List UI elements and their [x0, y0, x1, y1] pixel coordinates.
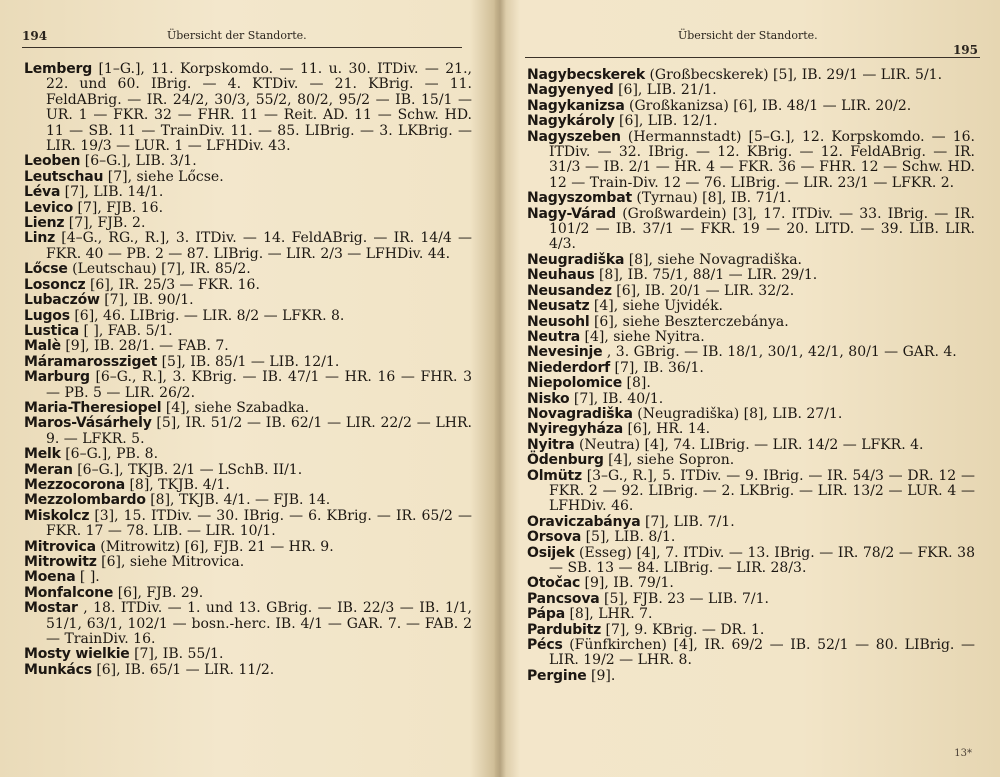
index-entry	[24, 663, 472, 678]
index-entry	[24, 216, 472, 231]
entry-text: [5], FJB. 23 — LIB. 7/1.	[603, 590, 769, 607]
entry-lemma: Nagykanizsa	[527, 97, 625, 114]
index-entry	[527, 607, 975, 622]
entry-lemma: Leoben	[24, 153, 81, 170]
entry-lemma: Levico	[24, 199, 74, 216]
entry-lemma: Neuhaus	[527, 267, 595, 284]
entry-text: [3], 15. ITDiv. — 30. IBrig. — 6. KBrig. — IR. 65/2 — FKR. 17 — 78. LIB. — LIR. 10/1.	[46, 507, 472, 540]
entry-text: [7], LIB. 14/1.	[64, 184, 164, 201]
entry-lemma: Mezzolombardo	[24, 492, 146, 509]
entry-text: [6], LIB. 12/1.	[618, 113, 718, 130]
entry-text: (Fünfkirchen) [4], IR. 69/2 — IB. 52/1 — 80. LIBrig. — LIR. 19/2 — LHR. 8.	[549, 637, 976, 669]
entry-lemma: Ödenburg	[527, 452, 604, 469]
index-entry	[24, 324, 472, 339]
entry-text: [ ], FAB. 5/1.	[83, 322, 173, 339]
entry-lemma: Lustica	[24, 322, 80, 339]
entry-text: , 18. ITDiv. — 1. und 13. GBrig. — IB. 22/3 — IB. 1/1, 51/1, 63/1, 102/1 — bosn.-herc. IB. 4/1 — GAR. 7. — FAB. 2 — TrainDiv. 16.	[46, 600, 473, 648]
entry-text: (Großkanizsa) [6], IB. 48/1 — LIR. 20/2.	[629, 97, 912, 114]
entry-lemma: Marburg	[24, 369, 90, 386]
entry-text: (Neugradiška) [8], LIB. 27/1.	[637, 405, 843, 422]
entry-lemma: Osijek	[527, 544, 575, 561]
right-page-title: Übersicht der Standorte.	[678, 29, 818, 42]
entry-text: (Großwardein) [3], 17. ITDiv. — 33. IBrig. — IR. 101/2 — IB. 37/1 — FKR. 19 — 20. LITD. — 39. LIB. LIR. 4/3.	[549, 205, 975, 253]
entry-lemma: Lubaczów	[24, 292, 100, 309]
entry-lemma: Pancsova	[527, 590, 600, 607]
entry-text: [6–G., R.], 3. KBrig. — IB. 47/1 — HR. 16 — FHR. 3 — PB. 5 — LIR. 26/2.	[46, 369, 472, 401]
entry-lemma: Olmütz	[527, 467, 582, 484]
entry-text: (Esseg) [4], 7. ITDiv. — 13. IBrig. — IR. 78/2 — FKR. 38 — SB. 13 — 84. LIBrig. — LIR. 28/3.	[549, 544, 975, 576]
index-entry	[527, 392, 975, 407]
entry-lemma: Otočac	[527, 575, 581, 592]
index-entry	[527, 546, 975, 577]
entry-text: [9], IB. 28/1. — FAB. 7.	[65, 338, 229, 355]
index-entry	[24, 309, 472, 324]
entry-lemma: Nagyenyed	[527, 82, 614, 99]
entry-lemma: Neugradiška	[527, 251, 625, 268]
index-entry	[24, 154, 472, 169]
index-entry	[527, 623, 975, 638]
index-entry	[527, 330, 975, 345]
entry-lemma: Nagykároly	[527, 113, 615, 130]
entry-lemma: Novagradiška	[527, 405, 633, 422]
right-entry-list	[527, 68, 975, 684]
entry-text: [9].	[591, 667, 616, 684]
index-entry	[527, 515, 975, 530]
entry-lemma: Lugos	[24, 307, 70, 324]
signature-mark: 13*	[954, 748, 972, 759]
index-entry	[24, 401, 472, 416]
entry-lemma: Malè	[24, 338, 61, 355]
index-entry	[527, 592, 975, 607]
entry-text: [5], IR. 51/2 — IB. 62/1 — LIR. 22/2 — LHR. 9. — LFKR. 5.	[46, 415, 472, 447]
index-entry	[527, 669, 975, 684]
entry-text: [7], IB. 55/1.	[134, 646, 224, 663]
entry-lemma: Miskolcz	[24, 507, 90, 524]
entry-text: [9], IB. 79/1.	[584, 575, 674, 592]
entry-lemma: Neusatz	[527, 298, 590, 315]
entry-text: [8], LHR. 7.	[569, 606, 653, 623]
entry-lemma: Linz	[24, 230, 56, 247]
entry-text: , 3. GBrig. — IB. 18/1, 30/1, 42/1, 80/1 — GAR. 4.	[606, 344, 957, 361]
entry-lemma: Pardubitz	[527, 621, 602, 638]
entry-text: [4], siehe Ujvidék.	[593, 298, 723, 315]
entry-lemma: Neutra	[527, 328, 581, 345]
entry-lemma: Munkács	[24, 661, 92, 678]
index-entry	[24, 447, 472, 462]
index-entry	[24, 355, 472, 370]
entry-lemma: Mezzocorona	[24, 476, 125, 493]
index-entry	[24, 463, 472, 478]
entry-text: [4–G., RG., R.], 3. ITDiv. — 14. FeldABrig. — IR. 14/4 — FKR. 40 — PB. 2 — 87. LIBrig. — LIR. 2/3 — LFHDiv. 44.	[46, 230, 472, 262]
entry-text: [7], IB. 40/1.	[573, 390, 664, 407]
index-entry	[24, 278, 472, 293]
entry-text: [6–G.], PB. 8.	[65, 446, 159, 463]
left-entry-list	[24, 62, 472, 678]
index-entry	[527, 268, 975, 283]
index-entry	[527, 345, 975, 360]
index-entry	[24, 540, 472, 555]
entry-text: [8], TKJB. 4/1.	[129, 476, 230, 493]
entry-lemma: Niederdorf	[527, 359, 611, 376]
entry-lemma: Lőcse	[24, 261, 68, 278]
index-entry	[527, 407, 975, 422]
entry-text: [6], HR. 14.	[627, 421, 711, 438]
entry-lemma: Nevesinje	[527, 344, 603, 361]
index-entry	[24, 231, 472, 262]
index-entry	[24, 293, 472, 308]
index-entry	[24, 555, 472, 570]
entry-text: [6], 46. LIBrig. — LIR. 8/2 — LFKR. 8.	[74, 307, 345, 324]
entry-text: (Großbecskerek) [5], IB. 29/1 — LIR. 5/1.	[649, 67, 943, 83]
entry-text: [4], siehe Sopron.	[608, 452, 735, 469]
index-entry	[527, 638, 975, 669]
right-page-number: 195	[952, 43, 978, 57]
index-entry	[24, 601, 472, 647]
entry-text: [6], IR. 25/3 — FKR. 16.	[89, 276, 260, 293]
entry-text: [6], siehe Beszterczebánya.	[593, 313, 789, 330]
index-entry	[527, 68, 975, 83]
entry-text: [7], 9. KBrig. — DR. 1.	[605, 621, 765, 638]
entry-text: (Hermannstadt) [5–G.], 12. Korpskomdo. — 16. ITDiv. — 32. IBrig. — 12. KBrig. — 12. FeldABrig. — IR. 31/3 — IB. 2/1 — HR. 4 — FKR. 36 — FHR. 12 — Schw. HD. 12 — Train-Div. 12 — 76. LIBrig. — LIR. 23/1 — LFKR. 2.	[549, 128, 975, 191]
entry-text: [6], siehe Mitrovica.	[101, 554, 245, 570]
entry-text: [6–G.], LIB. 3/1.	[84, 153, 197, 170]
entry-text: [5], LIB. 8/1.	[585, 529, 676, 546]
entry-text: [4], siehe Nyitra.	[584, 328, 705, 345]
index-entry	[527, 438, 975, 453]
index-entry	[527, 83, 975, 98]
entry-lemma: Mitrowitz	[24, 554, 97, 570]
entry-lemma: Nisko	[527, 390, 570, 407]
index-entry	[24, 62, 472, 154]
index-entry	[527, 530, 975, 545]
right-header-rule	[525, 57, 980, 58]
entry-text: [1–G.], 11. Korpskomdo. — 11. u. 30. ITDiv. — 21., 22. und 60. IBrig. — 4. KTDiv. — 21. KBrig. — 11. FeldABrig. — IR. 24/2, 30/3, 55/2, 80/2, 95/2 — IB. 15/1 — UR. 1 — FKR. 32 — FHR. 11 — Reit. AD. 11 — Schw. HD. 11 — SB. 11 — TrainDiv. 11. — 85. LIBrig. — 3. LKBrig. — LIR. 19/3 — LUR. 1 — LFHDiv. 43.	[46, 61, 472, 155]
entry-text: [7], FJB. 16.	[77, 199, 164, 216]
index-entry	[527, 469, 975, 515]
entry-lemma: Maros-Vásárhely	[24, 415, 152, 432]
entry-text: [5], IB. 85/1 — LIB. 12/1.	[161, 353, 340, 370]
index-entry	[527, 130, 975, 192]
index-entry	[24, 370, 472, 401]
entry-text: [4], siehe Szabadka.	[165, 399, 310, 416]
left-page-title: Übersicht der Standorte.	[167, 29, 307, 42]
entry-text: [ ].	[79, 569, 100, 586]
right-page	[505, 0, 1000, 777]
left-page-number: 194	[22, 29, 48, 43]
entry-text: [8], TKJB. 4/1. — FJB. 14.	[150, 492, 331, 509]
entry-lemma: Pergine	[527, 667, 587, 684]
entry-lemma: Leutschau	[24, 168, 104, 185]
index-entry	[527, 253, 975, 268]
entry-lemma: Máramarossziget	[24, 353, 158, 370]
index-entry	[24, 570, 472, 585]
index-entry	[527, 315, 975, 330]
index-entry	[24, 170, 472, 185]
entry-text: [7], FJB. 2.	[68, 215, 146, 232]
entry-text: [6–G.], TKJB. 2/1 — LSchB. II/1.	[77, 461, 303, 478]
entry-text: [7], LIB. 7/1.	[644, 513, 735, 530]
entry-lemma: Neusandez	[527, 282, 612, 299]
index-entry	[527, 114, 975, 129]
entry-lemma: Orsova	[527, 529, 582, 546]
index-entry	[24, 478, 472, 493]
entry-text: [8], IB. 75/1, 88/1 — LIR. 29/1.	[598, 267, 818, 284]
index-entry	[527, 299, 975, 314]
entry-text: [8], siehe Novagradiška.	[628, 251, 802, 268]
entry-text: [7], siehe Lőcse.	[107, 168, 224, 185]
entry-lemma: Oraviczabánya	[527, 513, 641, 530]
entry-text: [7], IB. 36/1.	[614, 359, 704, 376]
index-entry	[527, 361, 975, 376]
entry-lemma: Lemberg	[24, 61, 93, 77]
entry-lemma: Nagy-Várad	[527, 205, 616, 222]
index-entry	[527, 422, 975, 437]
entry-text: (Tyrnau) [8], IB. 71/1.	[636, 190, 792, 207]
entry-lemma: Losoncz	[24, 276, 86, 293]
entry-lemma: Nagybecskerek	[527, 67, 645, 83]
entry-lemma: Mosty wielkie	[24, 646, 130, 663]
entry-lemma: Moena	[24, 569, 76, 586]
index-entry	[24, 647, 472, 662]
index-entry	[527, 99, 975, 114]
entry-text: [6], FJB. 29.	[117, 584, 204, 601]
index-entry	[24, 416, 472, 447]
index-entry	[527, 284, 975, 299]
entry-lemma: Nagyszombat	[527, 190, 632, 207]
index-entry	[527, 576, 975, 591]
index-entry	[527, 191, 975, 206]
left-header-rule	[22, 47, 462, 48]
entry-lemma: Nyiregyháza	[527, 421, 623, 438]
entry-lemma: Léva	[24, 184, 61, 201]
entry-text: (Mitrowitz) [6], FJB. 21 — HR. 9.	[100, 538, 334, 555]
entry-lemma: Nagyszeben	[527, 128, 621, 145]
entry-lemma: Monfalcone	[24, 584, 114, 601]
entry-lemma: Nyitra	[527, 436, 575, 453]
entry-lemma: Meran	[24, 461, 73, 478]
left-page	[0, 0, 495, 777]
entry-text: (Leutschau) [7], IR. 85/2.	[72, 261, 251, 278]
index-entry	[24, 339, 472, 354]
entry-text: [8].	[626, 375, 651, 392]
index-entry	[24, 185, 472, 200]
entry-lemma: Lienz	[24, 215, 65, 232]
entry-text: (Neutra) [4], 74. LIBrig. — LIR. 14/2 — LFKR. 4.	[578, 436, 924, 453]
entry-text: [6], LIB. 21/1.	[618, 82, 717, 99]
index-entry	[527, 207, 975, 253]
entry-lemma: Maria-Theresiopel	[24, 399, 162, 416]
index-entry	[24, 509, 472, 540]
entry-lemma: Mitrovica	[24, 538, 96, 555]
entry-text: [6], IB. 65/1 — LIR. 11/2.	[96, 661, 275, 678]
index-entry	[527, 376, 975, 391]
entry-lemma: Pécs	[527, 637, 563, 654]
entry-text: [6], IB. 20/1 — LIR. 32/2.	[616, 282, 795, 299]
index-entry	[24, 586, 472, 601]
index-entry	[24, 493, 472, 508]
entry-lemma: Melk	[24, 446, 61, 463]
entry-text: [7], IB. 90/1.	[104, 292, 194, 309]
entry-text: [3–G., R.], 5. ITDiv. — 9. IBrig. — IR. 54/3 — DR. 12 — FKR. 2 — 92. LIBrig. — 2. LKBrig. — LIR. 13/2 — LUR. 4 — LFHDiv. 46.	[549, 467, 975, 515]
index-entry	[24, 201, 472, 216]
entry-lemma: Pápa	[527, 606, 566, 623]
entry-lemma: Neusohl	[527, 313, 590, 330]
entry-lemma: Niepolomice	[527, 375, 623, 392]
entry-lemma: Mostar	[24, 600, 78, 617]
index-entry	[527, 453, 975, 468]
index-entry	[24, 262, 472, 277]
